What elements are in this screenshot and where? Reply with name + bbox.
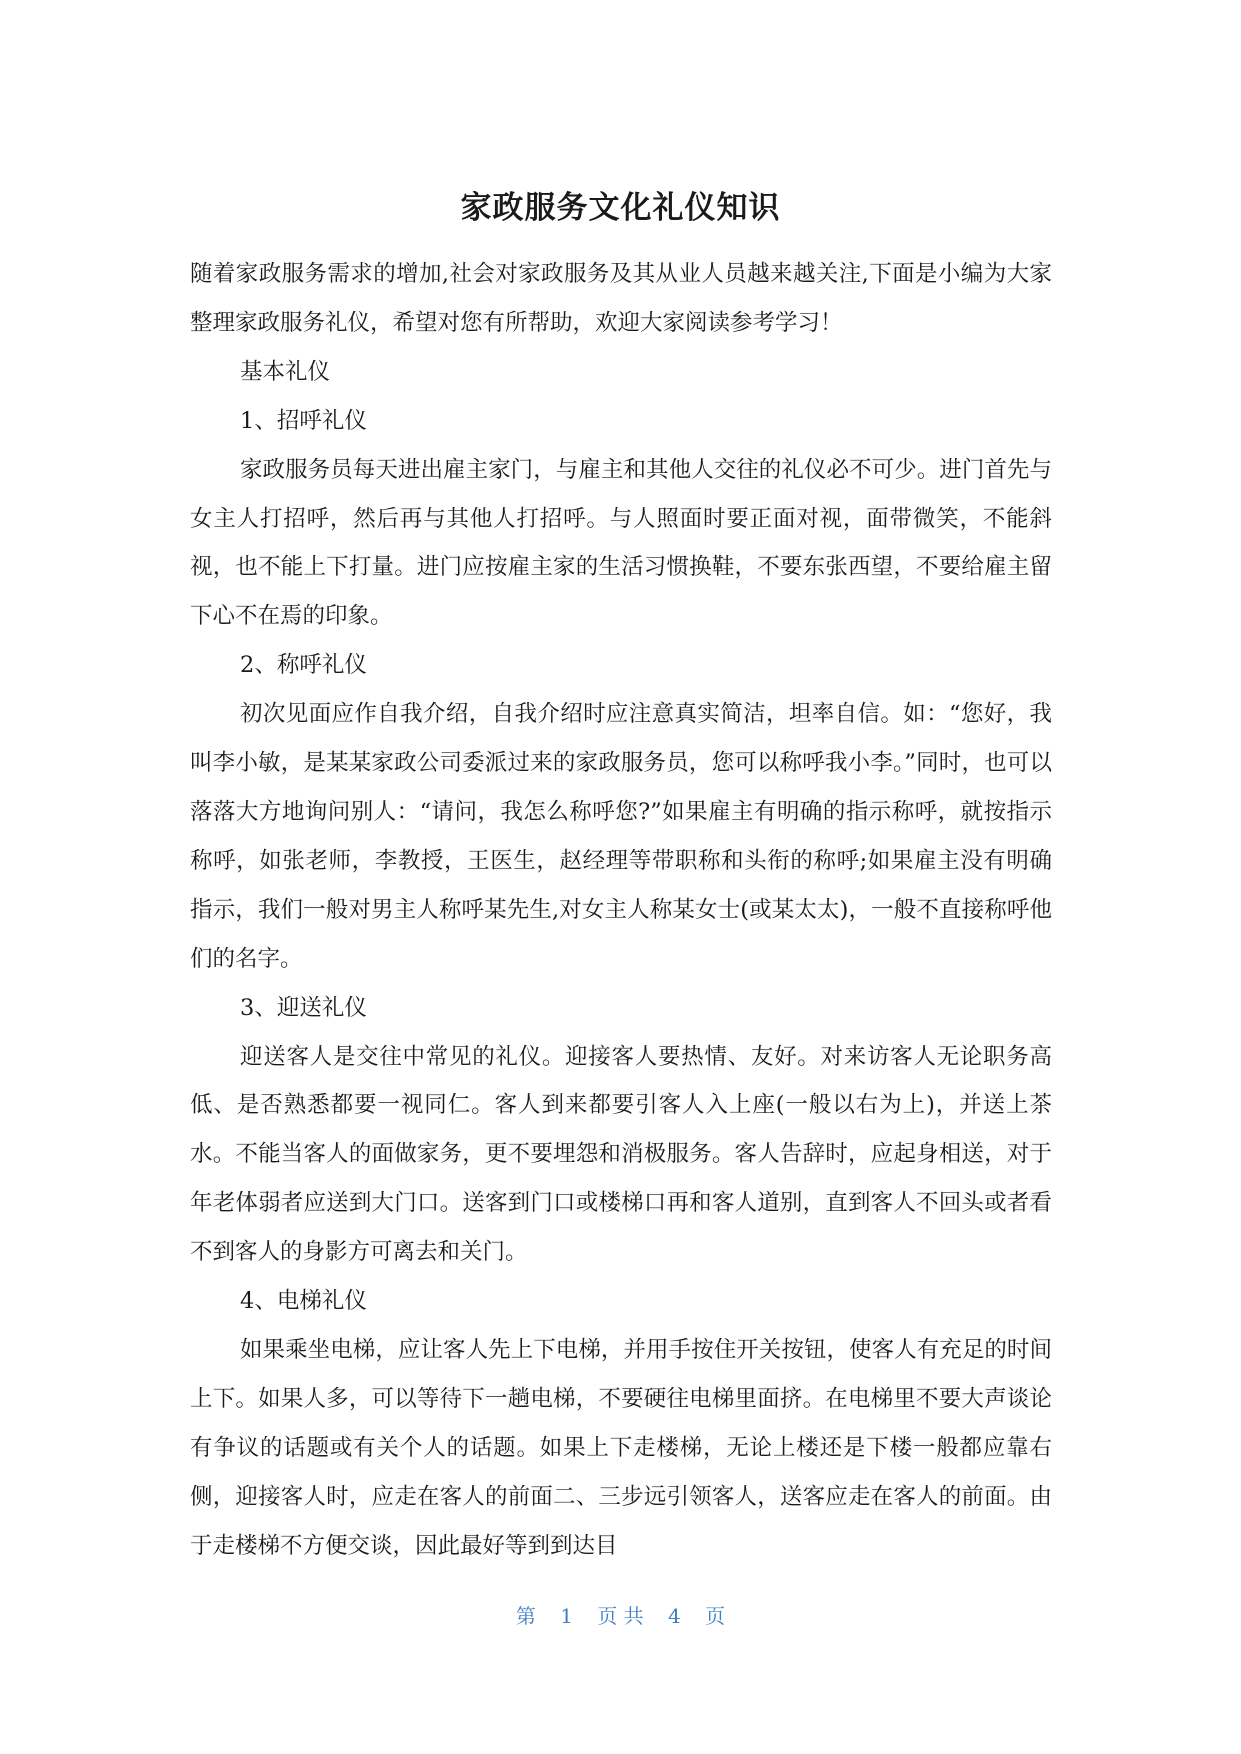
paragraph-addressing: 初次见面应作自我介绍，自我介绍时应注意真实简洁，坦率自信。如：“您好，我叫李小敏，是某某家政公司委派过来的家政服务员，您可以称呼我小李。”同时，也可以落落大方地询问别人：“请问，我怎么称呼您?”如果雇主有明确的指示称呼，就按指示称呼，如张老师，李教授，王医生，赵经理等带职称和头衔的称呼;如果雇主没有明确指示，我们一般对男主人称呼某先生,对女主人称某女士(或某太太)，一般不直接称呼他们的名字。 bbox=[190, 701, 1052, 972]
section-heading-basic-etiquette: 基本礼仪 bbox=[240, 358, 331, 385]
paragraph-greeting: 家政服务员每天进出雇主家门，与雇主和其他人交往的礼仪必不可少。进门首先与女主人打招呼，然后再与其他人打招呼。与人照面时要正面对视，面带微笑，不能斜视，也不能上下打量。进门应按雇主家的生活习惯换鞋，不要东张西望，不要给雇主留下心不在焉的印象。 bbox=[190, 456, 1052, 630]
page-footer bbox=[0, 1600, 1241, 1629]
subsection-heading-receiving: 3、迎送礼仪 bbox=[240, 994, 367, 1021]
paragraph-elevator: 如果乘坐电梯，应让客人先上下电梯，并用手按住开关按钮，使客人有充足的时间上下。如果人多，可以等待下一趟电梯，不要硬往电梯里面挤。在电梯里不要大声谈论有争议的话题或有关个人的话题。如果上下走楼梯，无论上楼还是下楼一般都应靠右侧，迎接客人时，应走在客人的前面二、三步远引领客人，送客应走在客人的前面。由于走楼梯不方便交谈，因此最好等到到达目 bbox=[190, 1336, 1052, 1559]
paragraph-receiving: 迎送客人是交往中常见的礼仪。迎接客人要热情、友好。对来访客人无论职务高低、是否熟悉都要一视同仁。客人到来都要引客人入上座(一般以右为上)，并送上茶水。不能当客人的面做家务，更不要埋怨和消极服务。客人告辞时，应起身相送，对于年老体弱者应送到大门口。送客到门口或楼梯口再和客人道别，直到客人不回头或者看不到客人的身影方可离去和关门。 bbox=[190, 1043, 1052, 1266]
footer-label-pages: 页 bbox=[705, 1604, 726, 1628]
subsection-heading-elevator: 4、电梯礼仪 bbox=[240, 1288, 367, 1315]
subsection-heading-greeting: 1、招呼礼仪 bbox=[240, 407, 367, 434]
intro-paragraph: 随着家政服务需求的增加,社会对家政服务及其从业人员越来越关注,下面是小编为大家整理家政服务礼仪，希望对您有所帮助，欢迎大家阅读参考学习！ bbox=[190, 261, 1052, 336]
subsection-heading-addressing: 2、称呼礼仪 bbox=[240, 652, 367, 679]
footer-label-page: 第 bbox=[515, 1604, 536, 1628]
footer-current-page: 1 bbox=[560, 1604, 573, 1628]
footer-label-of: 页 共 bbox=[597, 1604, 644, 1628]
footer-total-pages: 4 bbox=[668, 1604, 681, 1628]
document-body bbox=[190, 250, 1052, 1570]
document-title: 家政服务文化礼仪知识 bbox=[460, 190, 781, 226]
